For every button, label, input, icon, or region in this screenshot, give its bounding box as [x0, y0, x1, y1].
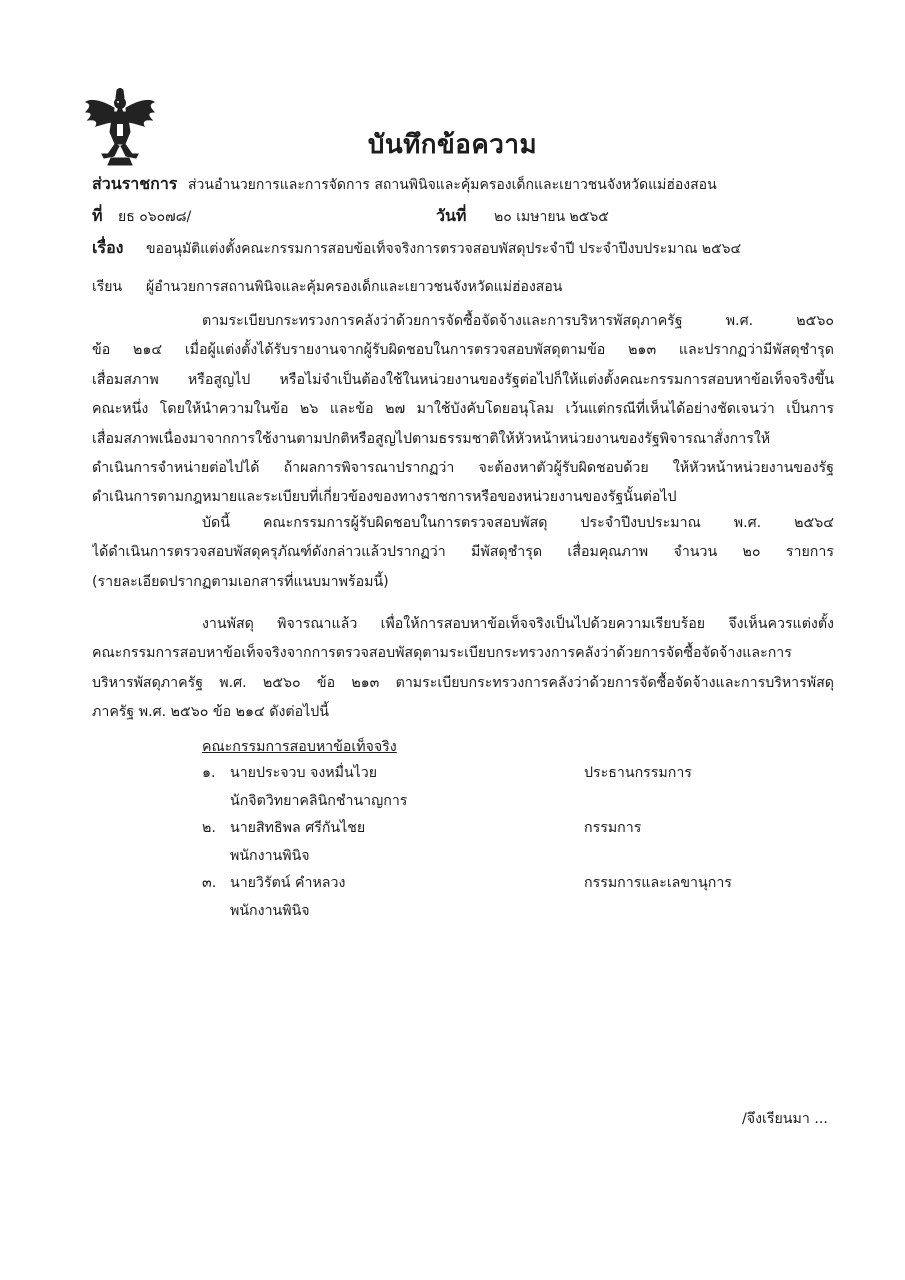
paragraph-line: ได้ดำเนินการตรวจสอบพัสดุครุภัณฑ์ดังกล่าวแล้วปรากฏว่า มีพัสดุชำรุด เสื่อมคุณภาพ จำนวน ๒๐ รายการ	[92, 544, 834, 561]
member-2-position: พนักงานพินิจ	[230, 848, 310, 864]
paragraph-line: ภาครัฐ พ.ศ. ๒๕๖๐ ข้อ ๒๑๔ ดังต่อไปนี้	[92, 704, 329, 721]
agency-value: ส่วนอำนวยการและการจัดการ สถานพินิจและคุ้มครองเด็กและเยาวชนจังหวัดแม่ฮ่องสอน	[188, 177, 717, 193]
member-1-name: นายประจวบ จงหมื่นไวย	[230, 765, 378, 781]
member-2-name: นายสิทธิพล ศรีกันไชย	[230, 820, 366, 836]
member-1-number: ๑.	[202, 765, 216, 781]
paragraph-line: (รายละเอียดปรากฏตามเอกสารที่แนบมาพร้อมนี้)	[92, 573, 389, 590]
committee-heading: คณะกรรมการสอบหาข้อเท็จจริง	[202, 739, 397, 755]
paragraph-line: คณะหนึ่ง โดยให้นำความในข้อ ๒๖ และข้อ ๒๗ มาใช้บังคับโดยอนุโลม เว้นแต่กรณีที่เห็นได้อย่างชัดเจนว่า เป็นการ	[92, 401, 834, 418]
date-label: วันที่	[436, 206, 467, 225]
agency-label: ส่วนราชการ	[92, 174, 178, 193]
ref-label: ที่	[92, 206, 103, 225]
subject-value: ขออนุมัติแต่งตั้งคณะกรรมการสอบข้อเท็จจริงการตรวจสอบพัสดุประจำปี ประจำปีงบประมาณ ๒๕๖๔	[146, 241, 742, 257]
paragraph-line: เสื่อมสภาพ หรือสูญไป หรือไม่จำเป็นต้องใช้ในหน่วยงานของรัฐต่อไปก็ให้แต่งตั้งคณะกรรมการสอบหาข้อเท็จจริงขึ้น	[92, 371, 834, 388]
member-3-position: พนักงานพินิจ	[230, 903, 310, 919]
to-label: เรียน	[92, 279, 123, 295]
subject-label: เรื่อง	[92, 238, 124, 257]
member-1-role: ประธานกรรมการ	[584, 765, 692, 781]
paragraph-1	[92, 307, 834, 513]
member-3-name: นายวิรัตน์ คำหลวง	[230, 875, 346, 891]
continuation-note: /จึงเรียนมา ...	[742, 1111, 828, 1127]
paragraph-2	[92, 509, 834, 597]
member-3-number: ๓.	[202, 875, 217, 891]
paragraph-line: งานพัสดุ พิจารณาแล้ว เพื่อให้การสอบหาข้อเท็จจริงเป็นไปด้วยความเรียบร้อย จึงเห็นควรแต่งตั้ง	[202, 616, 834, 632]
paragraph-line: บัดนี้ คณะกรรมการผู้รับผิดชอบในการตรวจสอบพัสดุ ประจำปีงบประมาณ พ.ศ. ๒๕๖๔	[202, 515, 834, 531]
document-title: บันทึกข้อความ	[367, 130, 538, 160]
paragraph-line: ดำเนินการตามกฎหมายและระเบียบที่เกี่ยวข้องของทางราชการหรือของหน่วยงานของรัฐนั้นต่อไป	[92, 489, 677, 506]
date-value: ๒๐ เมษายน ๒๕๖๕	[494, 209, 609, 225]
paragraph-line: ตามระเบียบกระทรวงการคลังว่าด้วยการจัดซื้อจัดจ้างและการบริหารพัสดุภาครัฐ พ.ศ. ๒๕๖๐	[202, 313, 834, 329]
member-2-role: กรรมการ	[584, 820, 642, 836]
to-value: ผู้อำนวยการสถานพินิจและคุ้มครองเด็กและเยาวชนจังหวัดแม่ฮ่องสอน	[146, 279, 563, 295]
paragraph-line: ข้อ ๒๑๔ เมื่อผู้แต่งตั้งได้รับรายงานจากผู้รับผิดชอบในการตรวจสอบพัสดุตามข้อ ๒๑๓ และปรากฏว่ามีพัสดุชำรุด	[92, 342, 834, 359]
ref-value: ยธ ๐๖๐๗๘/	[118, 209, 192, 225]
member-2-number: ๒.	[202, 820, 216, 836]
member-1-position: นักจิตวิทยาคลินิกชำนาญการ	[230, 793, 408, 809]
paragraph-line: ดำเนินการจำหน่ายต่อไปได้ ถ้าผลการพิจารณาปรากฏว่า จะต้องหาตัวผู้รับผิดชอบด้วย ให้หัวหน้าหน่วยงานของรัฐ	[92, 459, 834, 476]
member-3-role: กรรมการและเลขานุการ	[584, 875, 732, 891]
paragraph-line: คณะกรรมการสอบหาข้อเท็จจริงจากการตรวจสอบพัสดุตามระเบียบกระทรวงการคลังว่าด้วยการจัดซื้อจัดจ้างและการ	[92, 645, 792, 662]
paragraph-line: เสื่อมสภาพเนื่องมาจากการใช้งานตามปกติหรือสูญไปตามธรรมชาติให้หัวหน้าหน่วยงานของรัฐพิจารณาสั่งการให้	[92, 430, 771, 447]
paragraph-line: บริหารพัสดุภาครัฐ พ.ศ. ๒๕๖๐ ข้อ ๒๑๓ ตามระเบียบกระทรวงการคลังว่าด้วยการจัดซื้อจัดจ้างและการบริหารพัสดุ	[92, 674, 834, 691]
paragraph-3	[92, 610, 834, 728]
